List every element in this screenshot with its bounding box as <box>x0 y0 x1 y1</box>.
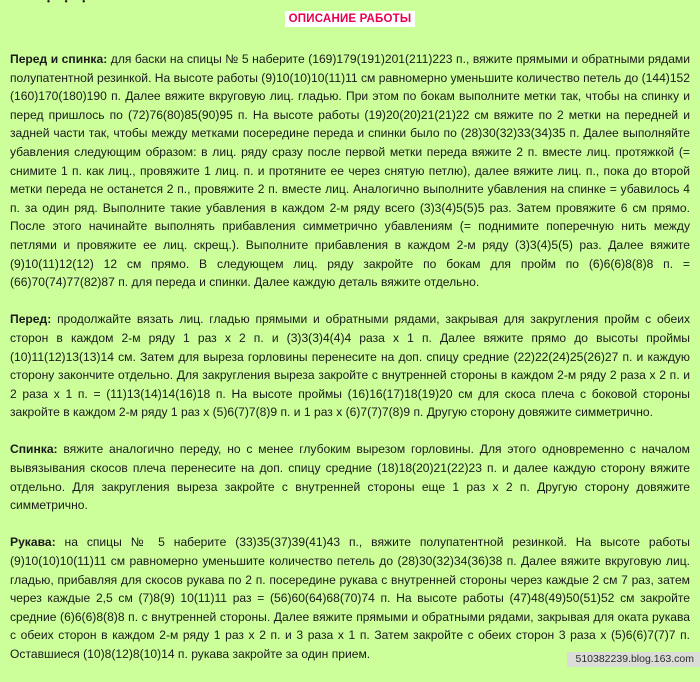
section-text: на спицы № 5 наберите (33)35(37)39(41)43 п., вяжите полупатентной резинкой. На высоте работы (9)10(10)10(11)11 см равномерно уменьшите количество петель до (28)30(32)34(36)38 п. Далее вяжите вкруговую лиц. гладью, прибавляя для скосов рукава по 2 п. посередине рукава с внутренней стороны через каждые 2 см 7 раз, затем через каждые 2,5 см (7)8(9) 10(11)11 раз = (56)60(64)68(70)74 п. На высоте работы (47)48(49)50(51)52 см закройте средние (6)6(6)8(8)8 п. с внутренней стороны. Далее вяжите прямыми и обратными рядами, закрывая для оката рукава с обеих сторон в каждом 2-м ряду 1 раз x 2 п. и 3 раза x 1 п. Затем закройте с обеих сторон 3 раза x (5)6(6)7(7)7 п. Оставшиеся (10)8(12)8(10)14 п. рукава закройте за один прием. <box>10 535 690 661</box>
section-text: продолжайте вязать лиц. гладью прямыми и обратными рядами, закрывая для закругления пройм с обеих сторон в каждом 2-м ряду 1 раз x 2 п. и (3)3(3)4(4)4 раза x 1 п. Далее вяжите прямо до высоты проймы (10)11(12)13(13)14 см. Затем для выреза горловины перенесите на доп. спицу средние (22)22(24)25(26)27 п. и каждую сторону закончите отдельно. Для закругления выреза закройте с внутренней стороны в каждом 2-м ряду 2 раза x 2 п. и 2 раза x 1 п. = (11)13(14)14(16)18 п. На высоте проймы (16)16(17)18(19)20 см для скоса плеча с боковой стороны закройте в каждом 2-м ряду 1 раз x (5)6(7)7(8)9 п. и 1 раз x (6)7(7)7(8)9 п. Другую сторону довяжите симметрично. <box>10 312 690 420</box>
page-title: ОПИСАНИЕ РАБОТЫ <box>285 11 416 27</box>
section-sleeves <box>10 533 690 663</box>
section-back <box>10 440 690 514</box>
article-body <box>10 50 690 682</box>
section-text: вяжите аналогично переду, но с менее глубоким вырезом горловины. Для этого одновременно с началом вывязывания скосов плеча перенесите на доп. спицу средние (18)18(20)21(22)23 п. и далее каждую сторону вяжите отдельно. Для закругления выреза закройте с внутренней стороны еще 1 раз x 2 п. Другую сторону довяжите симметрично. <box>10 442 690 513</box>
section-heading: Перед и спинка: <box>10 52 108 66</box>
section-heading: Спинка: <box>10 442 58 457</box>
section-front <box>10 310 690 422</box>
section-front-and-back <box>10 50 690 292</box>
section-text: для баски на спицы № 5 наберите (169)179(191)201(211)223 п., вяжите прямыми и обратными рядами полупатентной резинкой. На высоте работы (9)10(10)10(11)11 см равномерно уменьшите количество петель до (144)152 (160)170(180)190 п. Далее вяжите вкруговую лиц. гладью. При этом по бокам выполните метки так, чтобы на спинку и перед пришлось по (72)76(80)85(90)95 п. На высоте работы (19)20(20)21(21)22 см вяжите по 2 метки на передней и задней части так, чтобы между метками посередине переда и спинки было по (28)30(32)33(34)35 п. Далее выполняйте убавления следующим образом: в лиц. ряду сразу после первой метки переда вяжите 2 п. вместе лиц. протяжкой (= снимите 1 п. как лиц., провяжите 1 лиц. п. и протяните ее через снятую петлю), далее вяжите лиц. п., пока до второй метки переда не останется 2 п., провяжите 2 п. вместе лиц. Аналогично выполните убавления на спинке = убавилось 4 п. за один ряд. Выполните такие убавления в каждом 2-м ряду всего (3)3(4)5(5)5 раз. Затем провяжите 6 см прямо. После этого начинайте выполнять прибавления симметрично убавлениям (= поднимите поперечную нить между петлями и провяжите ее лиц. скрещ.). Выполните прибавления в каждом 2-м ряду (3)3(4)5(5) раз. Далее вяжите (9)10(11)12(12) 12 см прямо. В следующем лиц. ряду закройте по бокам для пройм по (6)6(6)8(8)8 п. = (66)70(74)77(82)87 п. для переда и спинки. Далее каждую деталь вяжите отдельно. <box>10 52 690 290</box>
section-heading: Перед: <box>10 312 52 327</box>
section-heading: Рукава: <box>10 535 56 550</box>
title-wrapper <box>0 9 700 27</box>
cropped-top-text: ・ ・ ・ <box>42 0 91 9</box>
blog-watermark: 510382239.blog.163.com <box>567 652 700 667</box>
